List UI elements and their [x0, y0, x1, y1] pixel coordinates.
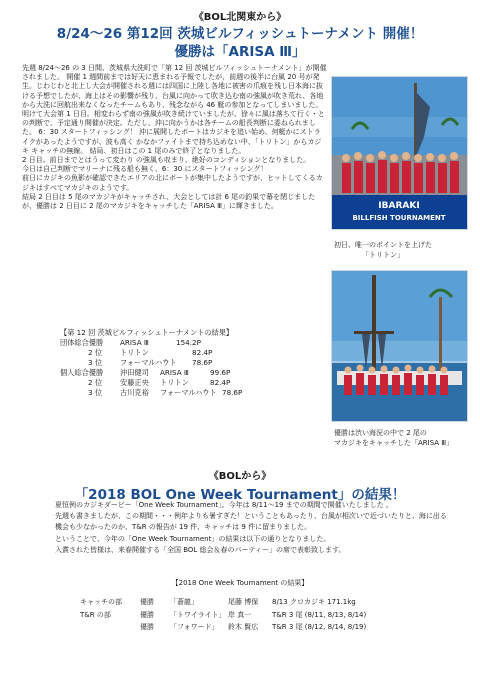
week-division: キャッチの部	[80, 598, 122, 606]
article-paragraph: ということで、今年の「One Week Tournament」の結果は以下の通りとなりました。	[55, 534, 331, 543]
results-boat: フォーマルハウト	[160, 388, 217, 397]
section1-winner-headline: 優勝は「ARISA Ⅲ」	[174, 44, 306, 60]
results-row	[60, 338, 340, 348]
results-row	[60, 378, 340, 388]
caption-line: 「トリトン」	[362, 251, 404, 259]
results-angler: 安藤正央	[120, 378, 149, 387]
article-paragraph: 前日にカジキの魚影が確認できたエリアの北にボートが集中したようですが、ヒットしてくるカジキはすべてマカジキのようです。	[22, 174, 323, 192]
results-team: ARISA Ⅲ	[120, 338, 149, 347]
caption-line: 初日、唯一のポイントを上げた	[334, 241, 432, 249]
article-paragraph: 明けて大会第 1 日目。相変わらず南の強風が吹き続けていましたが、徐々に風は落ちて行く・との判断で、予定通り開催が決定。ただし、沖に向かうかは各チームの船長判断に委ねられました。 6：30 スタートフィッシング！ 沖に展開したボートはカジキを追い始め、何艇かにストライクがあったようですが、波も高く かなかファイトまで持ち込めない中、「トリトン」からカジキ キャッチの無線。 結局、初日はこの 1 尾のみで終了となりました。	[22, 110, 325, 155]
photo2-caption	[334, 428, 474, 448]
article-paragraph: 今日は自己判断でマリーナに残る船も無く、6：30 にスタートフィッシング！	[22, 165, 268, 174]
week-angler: 岸 真一	[228, 610, 252, 619]
results-score: 99.6P	[210, 368, 231, 377]
results-title: 【第 12 回 茨城ビルフィッシュトーナメントの結果】	[60, 328, 234, 337]
section1-results	[60, 328, 340, 398]
week-detail: 8/13 クロカジキ 171.1kg	[272, 598, 356, 606]
results-rank: 3 位	[88, 388, 103, 397]
article-paragraph: 先週 8/24〜26 の 3 日間、茨城県大洗町で「第 12 回 茨城ビルフィッシュトーナメント」が開催されました。 開催 1 週間前までは好天に恵まれる予報でしたが、前週の後半に台風 20 号が発生。じわじわと北上し大会が開催される週には四国に上陸し各地に被害の爪痕を残し日本海に抜ける予想でしたが、海上はその影響が残り、台風に向かって吹き込む南の強風が吹き荒れ、各地から大洗に回航出来なくなったチームもあり、残念ながら 46 艇の参加となってしまいました。	[22, 64, 327, 109]
week-detail: T&R 3 尾 (8/11, 8/13, 8/14)	[272, 610, 367, 619]
results-team: トリトン	[120, 348, 149, 357]
section1-headline: 8/24〜26 第12回 茨城ビルフィッシュトーナメント 開催！	[56, 26, 424, 42]
results-team: フォーマルハウト	[120, 358, 177, 367]
week-detail: T&R 3 尾 (8/12, 8/14, 8/19)	[272, 623, 367, 631]
results-score: 154.2P	[176, 338, 201, 347]
results-row	[60, 368, 340, 378]
week-results-row	[80, 596, 470, 609]
section2-label: 《BOLから》	[208, 471, 272, 482]
article-paragraph: 夏恒例のカジキダービー「One Week Tournament」。今年は 8/11〜19 までの期間で開催いたしました 。	[55, 501, 393, 509]
team-tritone-photo	[331, 76, 468, 230]
results-score: 78.6P	[222, 388, 243, 397]
results-rank: 2 位	[88, 348, 103, 357]
week-results	[80, 596, 470, 634]
banner-line1: IBARAKI	[378, 201, 420, 211]
results-rank: 2 位	[88, 378, 103, 387]
week-results-row	[80, 609, 470, 622]
week-results-row	[80, 621, 470, 634]
results-rank: 3 位	[88, 358, 103, 367]
winner-arisa-photo	[331, 270, 468, 422]
article-paragraph: 2 日目。前日までとはうって変わり の強風も収まり、絶好のコンディションとなりました。	[22, 156, 311, 165]
team-photo-illustration	[332, 77, 467, 229]
results-boat: ARISA Ⅲ	[160, 368, 189, 377]
week-boat: 「蒼龍」	[170, 598, 198, 606]
week-award: 優勝	[140, 610, 154, 619]
results-angler: 沖田健司	[120, 368, 149, 377]
article-paragraph: 先週も書きましたが、この期間・・・例年よりも暑すぎた！ということもあったり、台風が相次いで近づいたりと、海に出る機会も少なかったのか、T&R の報告が 19 件、キャッチは 9 件に留まりました。	[55, 512, 447, 532]
section2-article	[55, 500, 450, 556]
results-score: 82.4P	[192, 348, 213, 357]
week-boat: 「フォワード」	[170, 623, 219, 631]
week-award: 優勝	[140, 598, 154, 606]
week-results-title: 【2018 One Week Tournament の結果】	[171, 579, 309, 587]
results-score: 78.6P	[192, 358, 213, 367]
section1-label: 《BOL北関東から》	[193, 12, 287, 23]
results-group: 団体総合優勝	[60, 338, 104, 347]
week-award: 優勝	[140, 623, 154, 631]
section1-article	[22, 64, 327, 211]
week-angler: 尾藤 博保	[228, 598, 259, 606]
week-division: T&R の部	[80, 610, 111, 619]
results-angler: 古川克裕	[120, 388, 149, 397]
section2-headline: 「2018 BOL One Week Tournament」の結果！	[74, 487, 406, 503]
results-score: 82.4P	[210, 378, 231, 387]
banner-line2: BILLFISH TOURNAMENT	[352, 214, 446, 222]
week-boat: 「トワイライト」	[170, 610, 226, 619]
results-row	[60, 388, 340, 398]
article-paragraph: 結局 2 日目は 5 尾のマカジキがキャッチされ、大会としては計 6 尾の釣果で幕を閉じましたが、優勝は 2 日目に 2 尾のマカジキをキャッチした「ARISA Ⅲ」に輝きました。	[22, 192, 316, 211]
photo1-caption	[334, 240, 474, 260]
caption-line: マカジキをキャッチした「ARISA Ⅲ」	[334, 439, 454, 447]
winner-photo-illustration	[332, 271, 467, 421]
week-division	[80, 621, 140, 634]
caption-line: 優勝は渋い海況の中で 2 尾の	[334, 429, 427, 437]
article-paragraph: 入賞された皆様は、来春開催する「全国 BOL 総会＆春のパーティー」の席で表彰致します。	[55, 545, 346, 554]
results-row	[60, 348, 340, 358]
results-boat: トリトン	[160, 378, 189, 387]
results-group: 個人総合優勝	[60, 368, 104, 377]
week-angler: 鈴木 賢広	[228, 623, 259, 631]
results-row	[60, 358, 340, 368]
